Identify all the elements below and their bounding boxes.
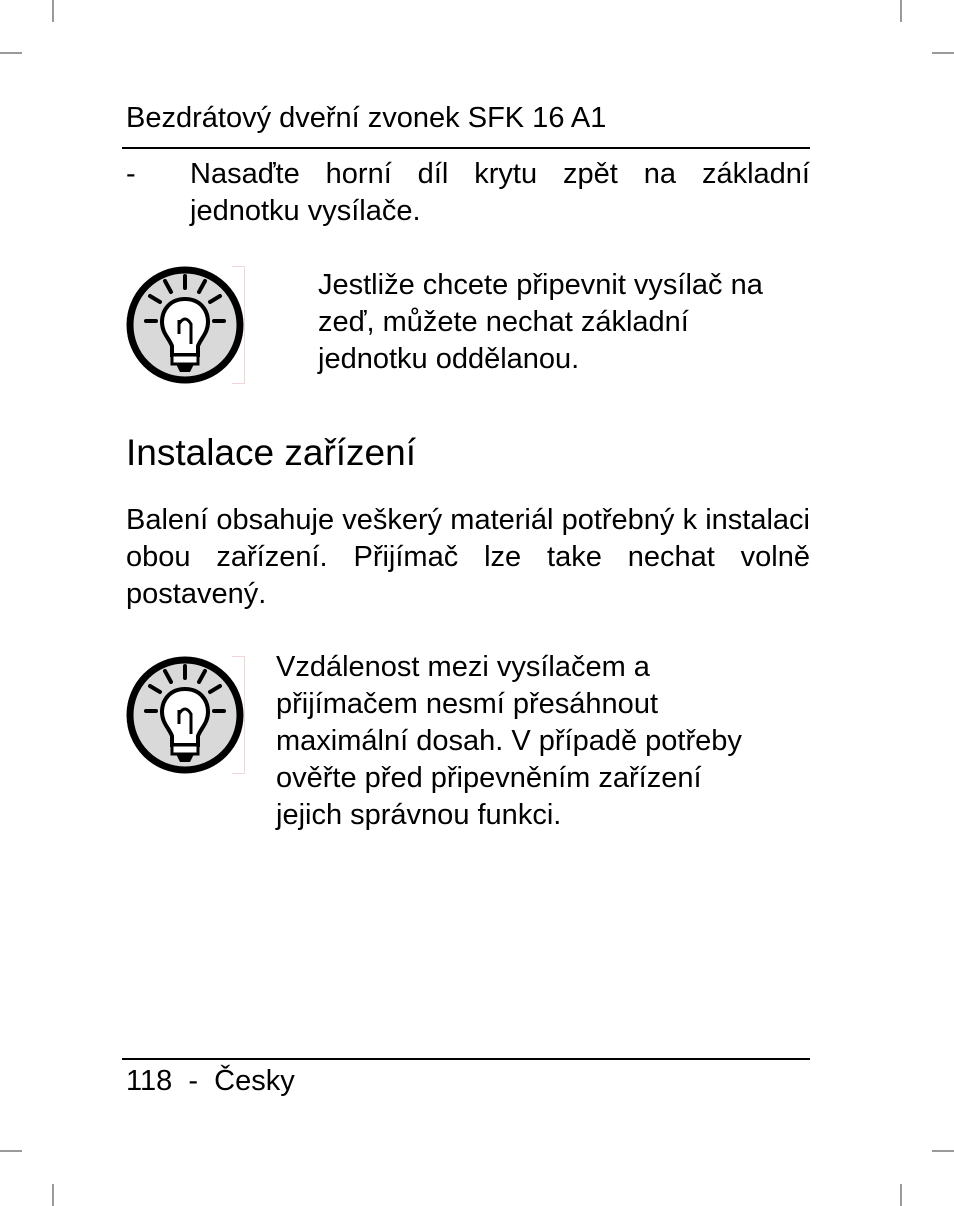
crop-mark [932,1150,954,1152]
page-number: 118 [126,1065,173,1097]
crop-mark [900,1184,902,1206]
crop-mark [52,1184,54,1206]
header-rule [122,147,810,149]
crop-mark [0,1150,22,1152]
footer-rule [122,1058,810,1060]
lightbulb-icon [124,654,246,776]
tip-marker [232,656,245,774]
footer-separator: - [188,1065,199,1097]
running-header: Bezdrátový dveřní zvonek SFK 16 A1 [126,102,607,134]
section-heading: Instalace zařízení [126,432,416,473]
section-paragraph: Balení obsahuje veškerý materiál potřebný k instalaci obou zařízení. Přijímač lze take nechat volně postavený. [126,504,810,610]
crop-mark [0,52,22,54]
tip-marker [232,266,245,384]
crop-mark [932,52,954,54]
crop-mark [52,0,54,22]
bullet-text: Nasaďte horní díl krytu zpět na základní jednotku vysílače. [190,158,810,227]
crop-mark [900,0,902,22]
lightbulb-icon [124,264,246,386]
tip-text: Vzdálenost mezi vysílačem a přijímačem nesmí přesáhnout maximální dosah. V případě potřeby ověřte před připevněním zařízení jejich správnou funkci. [276,651,742,831]
tip-text: Jestliže chcete připevnit vysílač na zeď, můžete nechat základní jednotku oddělanou. [318,269,763,375]
bullet-marker: - [126,158,136,190]
page-footer [126,1062,295,1100]
footer-language: Česky [214,1065,295,1097]
